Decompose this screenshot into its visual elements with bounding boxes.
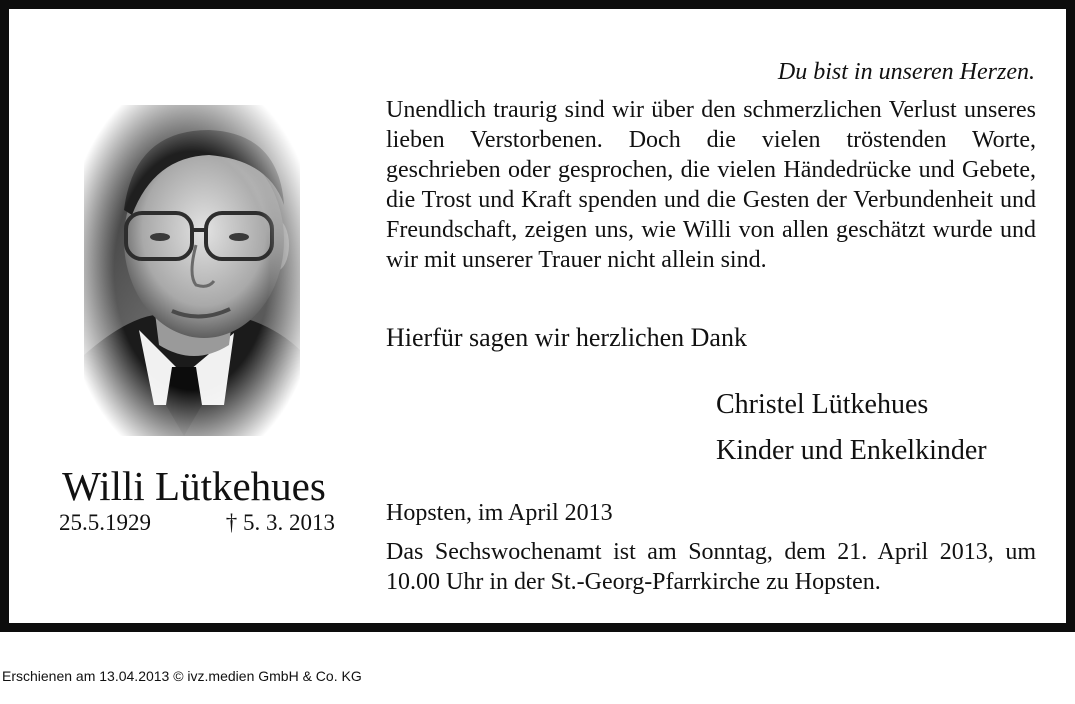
motto: Du bist in unseren Herzen. [777, 59, 1035, 85]
place-date: Hopsten, im April 2013 [386, 500, 613, 526]
death-date: † 5. 3. 2013 [225, 510, 335, 535]
birth-date: 25.5.1929 [59, 510, 151, 535]
portrait-illustration [84, 105, 300, 436]
condolence-message: Unendlich traurig sind wir über den schmerzlichen Verlust unseres lieben Verstorbenen. Doch die vielen tröstenden Worte, geschrieben oder gesprochen, die vielen Händedrücke und Gebete, die Trost und Kraft spenden und die Gesten der Verbundenheit und Freundschaft, zeigen uns, wie Willi von allen geschätzt wurde und wir mit unserer Trauer nicht allein sind. [386, 97, 1036, 273]
mass-notice: Das Sechswochenamt ist am Sonntag, dem 21. April 2013, um 10.00 Uhr in der St.-Georg-Pfarrkirche zu Hopsten. [386, 539, 1036, 595]
portrait-photo [84, 105, 300, 436]
signatory-family: Kinder und Enkelkinder [716, 435, 987, 466]
signatory-spouse: Christel Lütkehues [716, 389, 929, 420]
deceased-name: Willi Lütkehues [62, 463, 326, 509]
thanks-line: Hierfür sagen wir herzlichen Dank [386, 323, 747, 352]
publication-footer: Erschienen am 13.04.2013 © ivz.medien GmbH & Co. KG [2, 668, 362, 684]
life-dates [59, 509, 339, 539]
